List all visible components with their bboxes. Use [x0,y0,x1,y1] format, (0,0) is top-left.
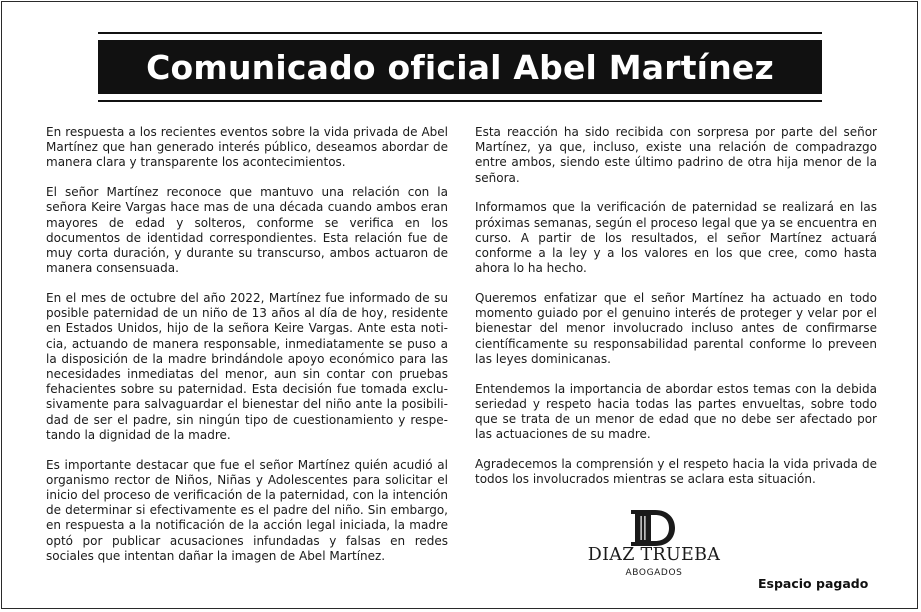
paragraph: Esta reacción ha sido recibida con sorpresa por parte del señor Martínez, ya que, incluso, existe una relación de compadrazgo entre ambos, siendo este último padrino de otra hija menor de la señora. [475,125,877,185]
paragraph: En respuesta a los recientes eventos sobre la vida privada de Abel Martínez que han generado interés público, deseamos abordar de manera clara y transparente los acontecimientos. [46,125,448,170]
paragraph: Informamos que la verificación de paternidad se realizará en las próximas semanas, según el proceso legal que ya se encuentra en curso. A partir de los resultados, el señor Martínez actuará conforme a la ley y a los valores en los que cree, como hasta ahora lo ha hecho. [475,200,877,276]
left-column [46,125,448,579]
paragraph: En el mes de octubre del año 2022, Martínez fue informado de su posible paternidad de un niño de 13 años al día de hoy, residente en Estados Unidos, hijo de la señora Keire Vargas. Ante esta noticia, actuando de manera responsable, inmediatamente se puso a la disposición de la madre brindándole apoyo económico para las necesidades inmediatas del menor, aun sin contar con pruebas fehacientes sobre su paternidad. Esta decisión fue tomada exclusivamente para salvaguardar el bienestar del niño ante la posibilidad de ser el padre, sin ningún tipo de cuestionamiento y respetando la dignidad de la madre. [46,291,448,442]
paragraph: Entendemos la importancia de abordar estos temas con la debida seriedad y respeto hacia todas las partes envueltas, sobre todo que se trata de un menor de edad que no debe ser afectado por las actuaciones de su madre. [475,381,877,442]
paid-space-label: Espacio pagado [758,576,869,591]
bottom-divider [98,100,822,102]
paragraph: Queremos enfatizar que el señor Martínez ha actuado en todo momento guiado por el genuino interés de proteger y velar por el bienestar del menor involucrado incluso antes de confirmarse científicamente su responsabilidad parental conforme lo preveen las leyes dominicanas. [475,291,877,366]
right-column [475,125,877,502]
top-divider [98,32,822,34]
title-banner [98,40,822,94]
paragraph: El señor Martínez reconoce que mantuvo una relación con la señora Keire Vargas hace mas de una década cuando ambos eran mayores de edad y solteros, conforme se verifica en los documentos de identidad correspondientes. Esta relación fue de muy corta duración, y durante su transcurso, ambos actuaron de manera consensuada. [46,185,448,276]
page-title: Comunicado oficial Abel Martínez [146,47,774,87]
column-d-monogram-icon [629,509,677,547]
paragraph: Agradecemos la comprensión y el respeto hacia la vida privada de todos los involucrados mientras se aclara esta situación. [475,457,877,487]
firm-subtitle: ABOGADOS [625,568,683,578]
paragraph: Es importante destacar que fue el señor Martínez quién acudió al organismo rector de Niños, Niñas y Adolescentes para solicitar el inicio del proceso de verificación de la paternidad, con la intención de determinar si efectivamente es el padre del niño. Sin embargo, en respuesta a la notificación de la acción legal iniciada, la madre optó por publicar acusaciones infundadas y falsas en redes sociales que intentan dañar la imagen de Abel Martínez. [46,457,448,563]
firm-logo [584,507,724,583]
firm-name: DIAZ TRUEBA [587,545,721,565]
